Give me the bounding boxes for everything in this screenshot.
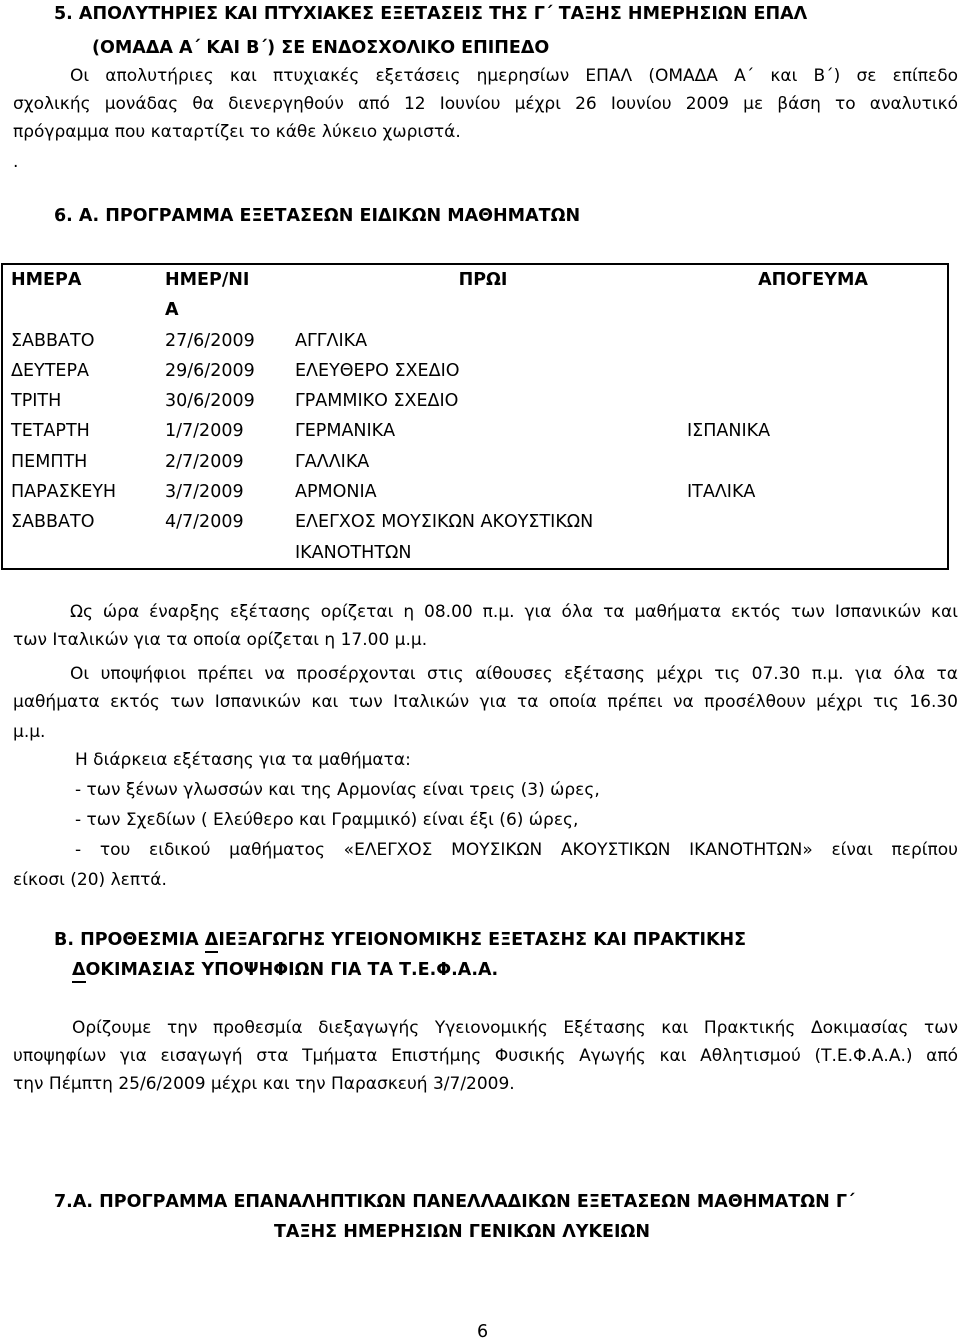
cell-day: ΠΑΡΑΣΚΕΥΗ <box>11 482 117 503</box>
section5-heading-line1: 5. ΑΠΟΛΥΤΗΡΙΕΣ ΚΑΙ ΠΤΥΧΙΑΚΕΣ ΕΞΕΤΑΣΕΙΣ ΤΗΣ Γ΄ ΤΑΞΗΣ ΗΜΕΡΗΣΙΩΝ ΕΠΑΛ <box>54 4 808 24</box>
cell-date: 30/6/2009 <box>165 391 255 412</box>
cell-afternoon <box>679 447 948 477</box>
section5-heading-line2: (ΟΜΑΔΑ Α΄ ΚΑΙ Β΄) ΣΕ ΕΝΔΟΣΧΟΛΙΚΟ ΕΠΙΠΕΔΟ <box>92 38 550 58</box>
table-row <box>2 416 948 446</box>
cell-afternoon: ΙΤΑΛΙΚΑ <box>687 482 756 503</box>
header-date: ΗΜΕΡ/ΝΙ Α <box>165 270 250 321</box>
note-arrive-line2: μαθήματα εκτός των Ισπανικών και των Ιταλικών για τα οποία πρέπει να προσέλθουν μέχρι τις 16.30 <box>13 692 958 712</box>
cell-morning: ΕΛΕΥΘΕΡΟ ΣΧΕΔΙΟ <box>295 360 460 381</box>
cell-day: ΠΕΜΠΤΗ <box>11 451 88 472</box>
note-duration-1: - των ξένων γλωσσών και της Αρμονίας είναι τρεις (3) ώρες, <box>75 780 600 800</box>
note-duration-2: - των Σχεδίων ( Ελεύθερο και Γραμμικό) είναι έξι (6) ώρες, <box>75 810 579 830</box>
cell-day: ΣΑΒΒΑΤΟ <box>11 512 95 533</box>
sectionB-para-line2: υποψηφίων για εισαγωγή στα Τμήματα Επιστήμης Φυσικής Αγωγής και Αθλητισμού (Τ.Ε.Φ.Α.Α.) από <box>13 1046 958 1066</box>
cell-morning: ΑΡΜΟΝΙΑ <box>295 482 377 503</box>
sectionB-heading-line1: Β. ΠΡΟΘΕΣΜΙΑ ΔΙΕΞΑΓΩΓΗΣ ΥΓΕΙΟΝΟΜΙΚΗΣ ΕΞΕΤΑΣΗΣ ΚΑΙ ΠΡΑΚΤΙΚΗΣ <box>54 928 746 952</box>
note-start-line2: των Ιταλικών για τα οποία ορίζεται η 17.00 μ.μ. <box>13 630 428 650</box>
cell-afternoon <box>679 326 948 356</box>
sectionB-para-line1: Ορίζουμε την προθεσμία διεξαγωγής Υγειονομικής Εξέτασης και Πρακτικής Δοκιμασίας των <box>72 1018 958 1038</box>
cell-date: 29/6/2009 <box>165 360 255 381</box>
section5-para-line1: Οι απολυτήριες και πτυχιακές εξετάσεις ημερησίων ΕΠΑΛ (ΟΜΑΔΑ Α΄ και Β΄) σε επίπεδο <box>70 66 958 86</box>
table-row <box>2 447 948 477</box>
cell-afternoon <box>679 507 948 569</box>
table-row <box>2 326 948 356</box>
cell-day: ΤΡΙΤΗ <box>11 391 62 412</box>
table-row <box>2 356 948 386</box>
cell-date: 4/7/2009 <box>165 512 244 533</box>
cell-date: 1/7/2009 <box>165 421 244 442</box>
cell-day: ΣΑΒΒΑΤΟ <box>11 330 95 351</box>
cell-morning: ΑΓΓΛΙΚΑ <box>295 330 368 351</box>
exam-schedule-table <box>1 263 949 570</box>
section7a-heading-line2: ΤΑΞΗΣ ΗΜΕΡΗΣΙΩΝ ΓΕΝΙΚΩΝ ΛΥΚΕΙΩΝ <box>274 1222 651 1242</box>
header-morning: ΠΡΩΙ <box>458 270 508 290</box>
section7a-heading-line1: 7.Α. ΠΡΟΓΡΑΜΜΑ ΕΠΑΝΑΛΗΠΤΙΚΩΝ ΠΑΝΕΛΛΑΔΙΚΩΝ ΕΞΕΤΑΣΕΩΝ ΜΑΘΗΜΑΤΩΝ Γ΄ <box>54 1192 855 1212</box>
cell-date: 27/6/2009 <box>165 330 255 351</box>
cell-morning: ΓΑΛΛΙΚΑ <box>295 451 370 472</box>
sectionB-para-line3: την Πέμπτη 25/6/2009 μέχρι και την Παρασκευή 3/7/2009. <box>13 1074 515 1094</box>
cell-afternoon: ΙΣΠΑΝΙΚΑ <box>687 421 771 442</box>
header-afternoon: ΑΠΟΓΕΥΜΑ <box>758 270 868 290</box>
section6a-heading: 6. Α. ΠΡΟΓΡΑΜΜΑ ΕΞΕΤΑΣΕΩΝ ΕΙΔΙΚΩΝ ΜΑΘΗΜΑΤΩΝ <box>54 206 581 226</box>
note-duration-title: Η διάρκεια εξέτασης για τα μαθήματα: <box>75 750 411 770</box>
cell-day: ΔΕΥΤΕΡΑ <box>11 360 89 381</box>
section5-para-line2: σχολικής μονάδας θα διενεργηθούν από 12 Ιουνίου μέχρι 26 Ιουνίου 2009 με βάση το αναλυτικό <box>13 94 958 114</box>
header-day: ΗΜΕΡΑ <box>11 270 82 290</box>
table-row <box>2 477 948 507</box>
page-number: 6 <box>477 1322 489 1342</box>
note-duration-3-line1: - του ειδικού μαθήματος «ΕΛΕΓΧΟΣ ΜΟΥΣΙΚΩΝ ΑΚΟΥΣΤΙΚΩΝ ΙΚΑΝΟΤΗΤΩΝ» είναι περίπου <box>75 840 958 860</box>
cell-morning: ΓΕΡΜΑΝΙΚΑ <box>295 421 396 442</box>
note-start-line1: Ως ώρα έναρξης εξέτασης ορίζεται η 08.00 π.μ. για όλα τα μαθήματα εκτός των Ισπανικών και <box>70 602 958 622</box>
table-header-row <box>2 264 948 326</box>
cell-morning: ΓΡΑΜΜΙΚΟ ΣΧΕΔΙΟ <box>295 391 459 412</box>
sectionB-heading-line2: ΔΟΚΙΜΑΣΙΑΣ ΥΠΟΨΗΦΙΩΝ ΓΙΑ ΤΑ Τ.Ε.Φ.Α.Α. <box>72 958 498 982</box>
note-arrive-line3: μ.μ. <box>13 722 46 742</box>
table-row <box>2 507 948 569</box>
cell-day: ΤΕΤΑΡΤΗ <box>11 421 90 442</box>
cell-morning: ΕΛΕΓΧΟΣ ΜΟΥΣΙΚΩΝ ΑΚΟΥΣΤΙΚΩΝ ΙΚΑΝΟΤΗΤΩΝ <box>295 512 594 563</box>
cell-date: 2/7/2009 <box>165 451 244 472</box>
note-arrive-line1: Οι υποψήφιοι πρέπει να προσέρχονται στις αίθουσες εξέτασης μέχρι τις 07.30 π.μ. για όλα τα <box>70 664 958 684</box>
cell-afternoon <box>679 356 948 386</box>
section5-dot: . <box>13 152 19 172</box>
note-duration-3-line2: είκοσι (20) λεπτά. <box>13 870 167 890</box>
cell-afternoon <box>679 386 948 416</box>
table-row <box>2 386 948 416</box>
cell-date: 3/7/2009 <box>165 482 244 503</box>
section5-para-line3: πρόγραμμα που καταρτίζει το κάθε λύκειο χωριστά. <box>13 122 461 142</box>
